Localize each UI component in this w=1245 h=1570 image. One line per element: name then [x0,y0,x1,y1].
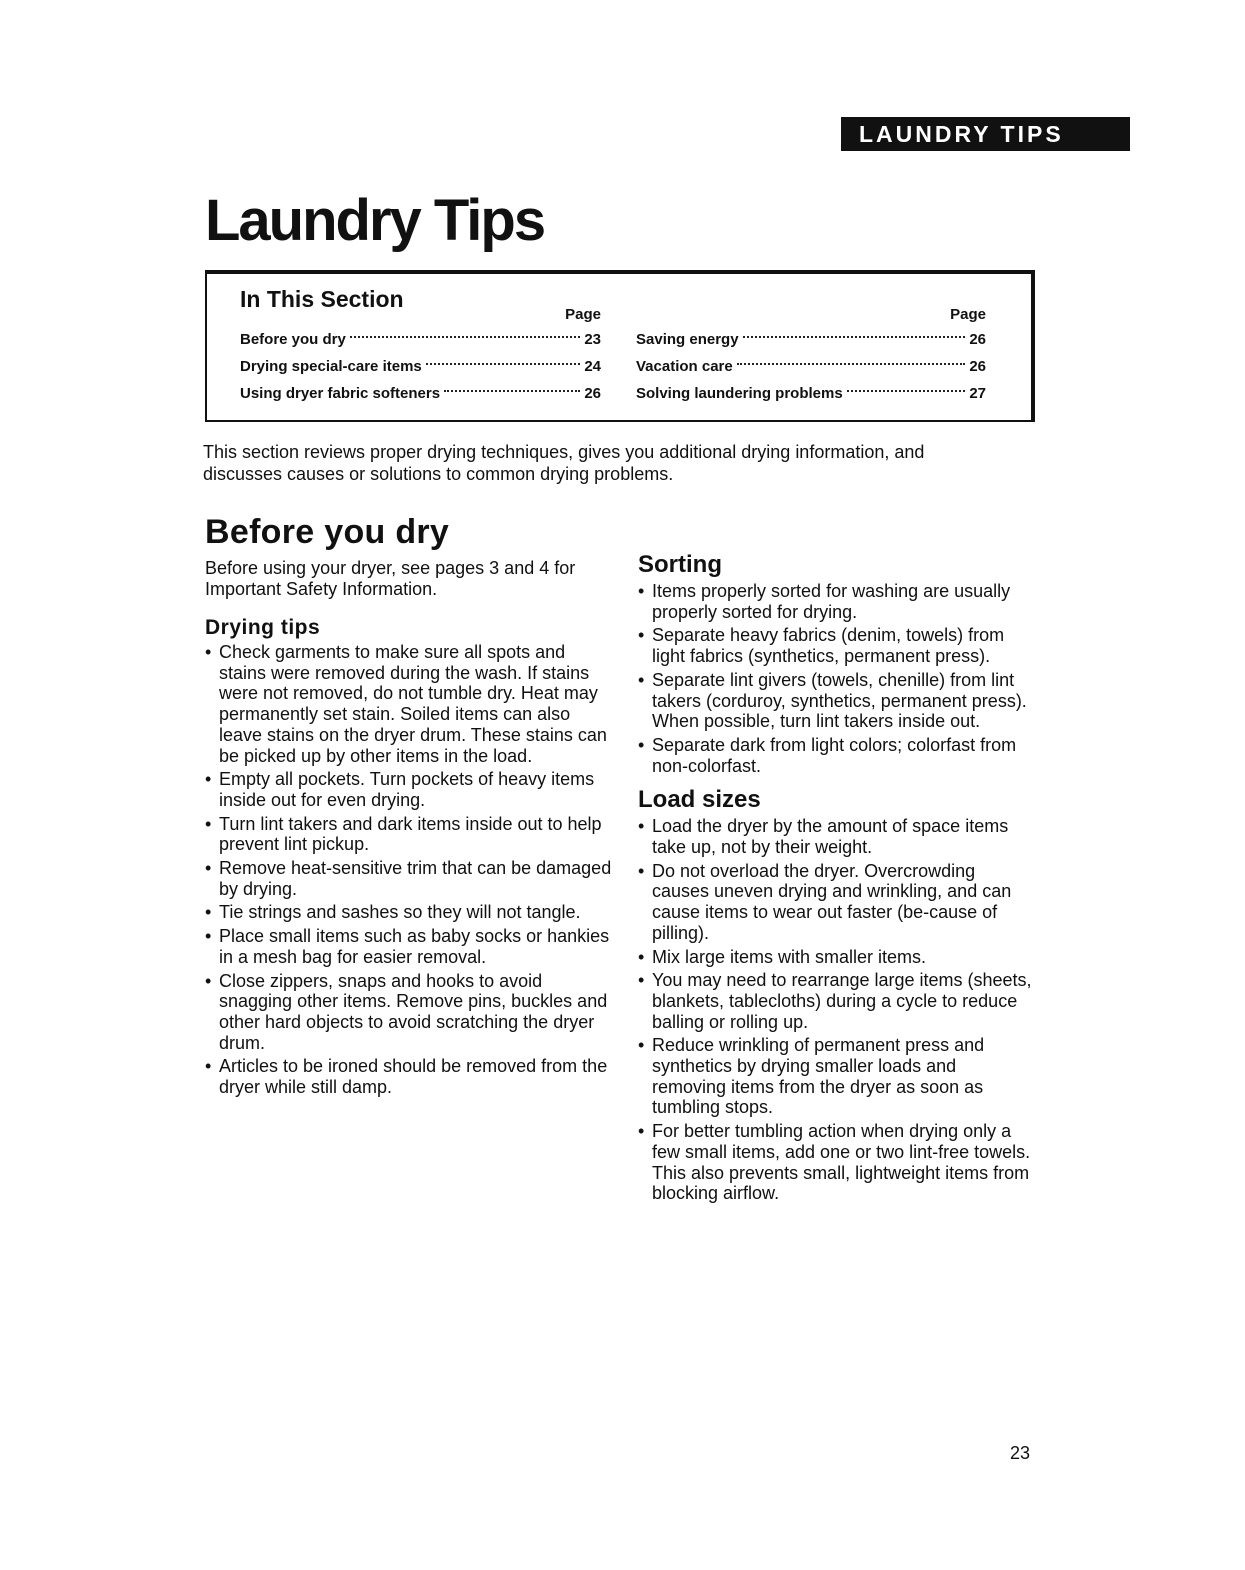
toc-column-left [240,304,601,407]
list-item: • Articles to be ironed should be removed from the dryer while still damp. [205,1056,615,1097]
toc-item-page: 23 [584,331,601,348]
intro-paragraph: This section reviews proper drying techniques, gives you additional drying information, and discusses causes or solutions to common drying problems. [203,442,925,484]
list-item: • Separate dark from light colors; colorfast from non-colorfast. [638,735,1033,776]
toc-leader-dots [350,336,580,338]
toc-item-vacation-care[interactable] [636,353,986,380]
list-item: • Mix large items with smaller items. [638,947,1033,968]
toc-leader-dots [737,363,966,365]
toc-item-solving-laundering-problems[interactable] [636,380,986,407]
sorting-heading: Sorting [638,551,722,578]
sorting-list [638,581,1033,776]
list-item: • Remove heat-sensitive trim that can be damaged by drying. [205,858,615,899]
toc-item-label: Saving energy [636,331,739,348]
toc-box [205,270,1035,422]
load-sizes-list [638,816,1033,1204]
toc-item-label: Vacation care [636,358,733,375]
before-you-dry-heading: Before you dry [205,513,450,551]
toc-item-label: Using dryer fabric softeners [240,385,441,402]
toc-item-label: Drying special-care items [240,358,422,375]
list-item: • Items properly sorted for washing are usually properly sorted for drying. [638,581,1033,622]
toc-item-page: 27 [969,385,986,402]
toc-item-page: 26 [584,385,601,402]
toc-heading: In This Section [240,286,404,312]
toc-page-label: Page [565,306,601,323]
list-item: • Empty all pockets. Turn pockets of heavy items inside out for even drying. [205,769,615,810]
section-tab: LAUNDRY TIPS [841,117,1130,151]
toc-item-using-dryer-fabric-softeners[interactable] [240,380,601,407]
list-item: • You may need to rearrange large items (sheets, blankets, tablecloths) during a cycle to reduce balling or rolling up. [638,970,1033,1032]
list-item: • Turn lint takers and dark items inside out to help prevent lint pickup. [205,814,615,855]
right-column [638,549,1033,1212]
list-item: • Place small items such as baby socks or hankies in a mesh bag for easier removal. [205,926,615,967]
toc-item-label: Solving laundering problems [636,385,843,402]
toc-item-drying-special-care-items[interactable] [240,353,601,380]
list-item: • Reduce wrinkling of permanent press and synthetics by drying smaller loads and removing items from the dryer as soon as tumbling stops. [638,1035,1033,1118]
list-item: • Separate lint givers (towels, chenille) from lint takers (corduroy, synthetics, permanent press). When possible, turn lint takers inside out. [638,670,1033,732]
toc-leader-dots [444,390,580,392]
list-item: • Separate heavy fabrics (denim, towels) from light fabrics (synthetics, permanent press). [638,625,1033,666]
page-title: Laundry Tips [205,188,545,253]
toc-item-label: Before you dry [240,331,346,348]
list-item: • Load the dryer by the amount of space items take up, not by their weight. [638,816,1033,857]
toc-leader-dots [847,390,966,392]
toc-leader-dots [743,336,966,338]
list-item: • Do not overload the dryer. Overcrowding causes uneven drying and wrinkling, and can cause items to wear out faster (be-cause of pilling). [638,861,1033,944]
toc-item-before-you-dry[interactable] [240,326,601,353]
left-column [205,510,615,1101]
list-item: • Tie strings and sashes so they will not tangle. [205,902,615,923]
list-item: • For better tumbling action when drying only a few small items, add one or two lint-free towels. This also prevents small, lightweight items from blocking airflow. [638,1121,1033,1204]
load-sizes-heading: Load sizes [638,786,761,814]
toc-leader-dots [426,363,581,365]
list-item: • Close zippers, snaps and hooks to avoid snagging other items. Remove pins, buckles and other hard objects to avoid scratching the dryer drum. [205,971,615,1054]
toc-item-page: 24 [584,358,601,375]
drying-tips-heading: Drying tips [205,616,321,639]
list-item: • Check garments to make sure all spots and stains were removed during the wash. If stains were not removed, do not tumble dry. Heat may permanently set stain. Soiled items can also leave stains on the dryer drum. These stains can be picked up by other items in the load. [205,642,615,766]
drying-tips-list [205,642,615,1098]
toc-item-page: 26 [969,358,986,375]
toc-item-saving-energy[interactable] [636,326,986,353]
toc-column-right [636,304,986,407]
page-number: 23 [1010,1443,1031,1463]
before-you-dry-text: Before using your dryer, see pages 3 and 4 for Important Safety Information. [205,558,576,599]
toc-page-label: Page [950,306,986,323]
toc-item-page: 26 [969,331,986,348]
